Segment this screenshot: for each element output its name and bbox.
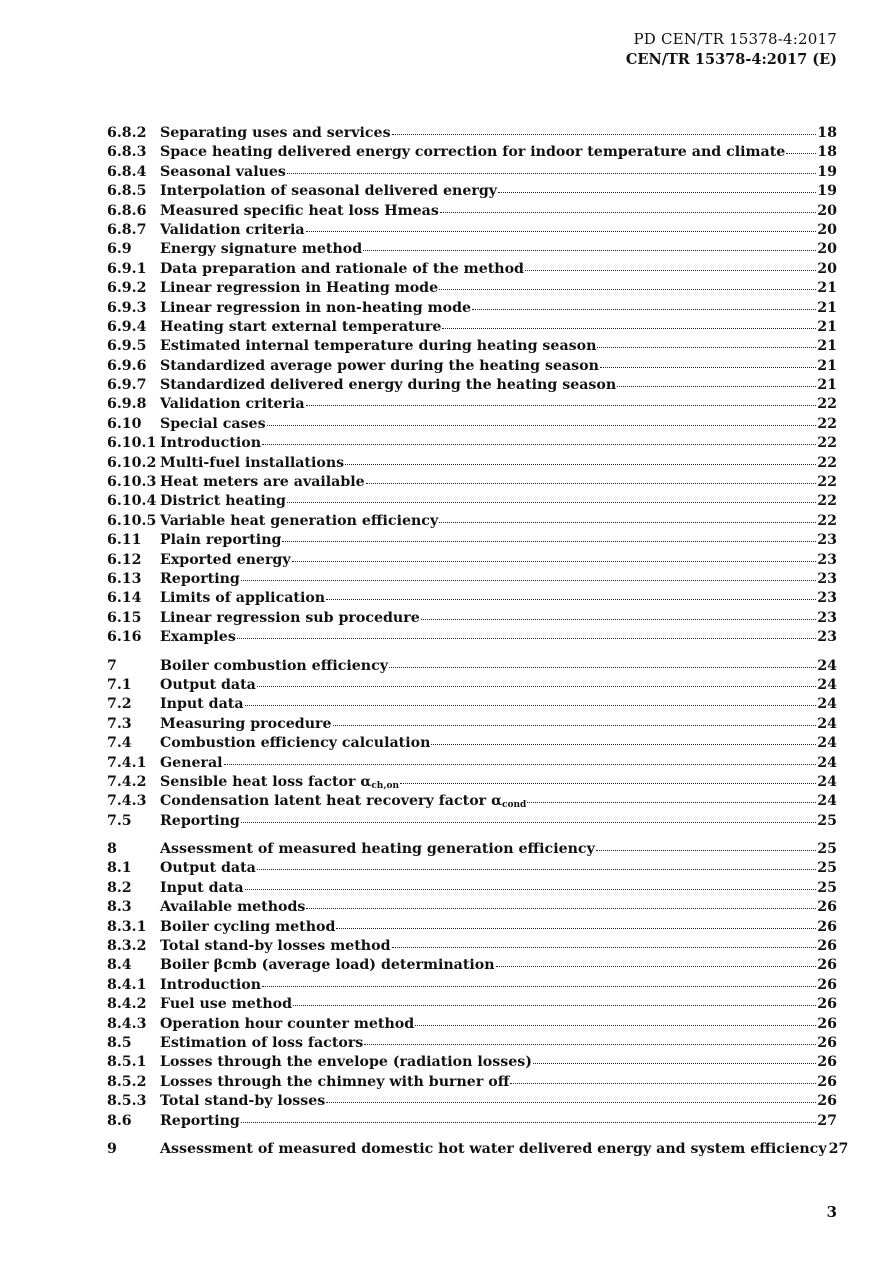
toc-dot-leader (241, 1121, 816, 1123)
toc-dot-leader (440, 211, 816, 213)
toc-dot-leader (400, 782, 816, 784)
toc-dot-leader (510, 1082, 816, 1084)
toc-entry-number: 6.10.3 (107, 474, 157, 491)
toc-entry[interactable] (107, 628, 837, 647)
toc-dot-leader (345, 463, 816, 465)
toc-entry-title: Examples (160, 629, 236, 646)
toc-entry-page: 26 (817, 996, 837, 1013)
page-number: 3 (826, 1203, 837, 1221)
toc-entry-page: 22 (817, 454, 837, 471)
toc-entry[interactable] (107, 531, 837, 550)
toc-entry-title: Exported energy (160, 551, 291, 568)
toc-entry[interactable] (107, 1053, 837, 1072)
toc-entry-page: 26 (817, 1015, 837, 1032)
toc-entry-page: 27 (828, 1140, 849, 1157)
toc-entry-page: 26 (817, 1073, 837, 1090)
toc-entry-title: Standardized average power during the heating season (160, 357, 599, 374)
toc-entry-number: 6.8.4 (107, 163, 147, 180)
toc-entry-title: Energy signature method (160, 241, 363, 258)
toc-entry-title: Total stand-by losses (160, 1093, 326, 1110)
toc-entry-number: 7 (107, 657, 117, 674)
toc-entry-number: 7.1 (107, 676, 132, 693)
toc-dot-leader (293, 1004, 816, 1006)
toc-dot-leader (245, 888, 817, 890)
toc-entry[interactable] (107, 898, 837, 917)
toc-dot-leader (392, 133, 817, 135)
toc-entry[interactable] (107, 715, 837, 734)
toc-entry[interactable] (107, 976, 837, 995)
toc-entry[interactable] (107, 695, 837, 714)
toc-entry-title: Validation criteria (160, 396, 305, 413)
toc-entry[interactable] (107, 551, 837, 570)
toc-entry-page: 20 (817, 260, 837, 277)
toc-entry-page: 22 (817, 396, 837, 413)
toc-entry-page: 22 (817, 512, 837, 529)
toc-entry-number: 7.4.1 (107, 754, 147, 771)
toc-entry-page: 21 (817, 318, 837, 335)
toc-entry-page: 27 (817, 1112, 837, 1129)
toc-dot-leader (527, 801, 816, 803)
toc-entry-page: 23 (817, 629, 837, 646)
toc-dot-leader (326, 1101, 816, 1103)
toc-entry-page: 26 (817, 976, 837, 993)
toc-dot-leader (262, 443, 816, 445)
toc-dot-leader (241, 821, 816, 823)
toc-entry[interactable] (107, 609, 837, 628)
toc-entry-title: Boiler βcmb (average load) determination (160, 957, 495, 974)
toc-entry-title: District heating (160, 493, 286, 510)
toc-entry-title: Measured specific heat loss Hmeas (160, 202, 439, 219)
toc-entry-number: 8.4.3 (107, 1015, 147, 1032)
toc-entry-number: 8.4.2 (107, 996, 147, 1013)
toc-entry-number: 6.10.2 (107, 454, 157, 471)
toc-entry[interactable] (107, 773, 837, 792)
toc-dot-leader (389, 666, 816, 668)
toc-entry-title: Standardized delivered energy during the heating season (160, 377, 617, 394)
toc-entry-title: General (160, 754, 223, 771)
toc-entry-title: Linear regression in non-heating mode (160, 299, 472, 316)
toc-entry-number: 6.14 (107, 590, 142, 607)
toc-entry[interactable] (107, 454, 837, 473)
toc-entry-title: Reporting (160, 1112, 240, 1129)
toc-entry-number: 6.9.6 (107, 357, 147, 374)
toc-entry-page: 22 (817, 474, 837, 491)
toc-entry[interactable] (107, 570, 837, 589)
toc-entry[interactable] (107, 473, 837, 492)
toc-dot-leader (596, 849, 816, 851)
toc-entry[interactable] (107, 337, 837, 356)
toc-entry[interactable] (107, 879, 837, 898)
toc-entry[interactable] (107, 415, 837, 434)
toc-entry-number: 8.5 (107, 1034, 132, 1051)
toc-entry-number: 6.9.7 (107, 377, 147, 394)
toc-dot-leader (292, 560, 817, 562)
toc-entry-page: 24 (817, 696, 837, 713)
toc-entry-page: 19 (817, 163, 837, 180)
toc-entry-page: 21 (817, 357, 837, 374)
toc-entry-title: Space heating delivered energy correction for indoor temperature and climate (160, 144, 786, 161)
toc-entry-page: 26 (817, 1054, 837, 1071)
toc-dot-leader (306, 404, 817, 406)
toc-entry[interactable] (107, 937, 837, 956)
toc-entry[interactable] (107, 995, 837, 1014)
toc-entry[interactable] (107, 492, 837, 511)
toc-entry-number: 8.4.1 (107, 976, 147, 993)
toc-entry-number: 6.9 (107, 241, 132, 258)
toc-entry[interactable] (107, 676, 837, 695)
toc-dot-leader (237, 637, 816, 639)
toc-entry-title: Input data (160, 879, 244, 896)
toc-entry-number: 6.10.1 (107, 435, 157, 452)
toc-entry-number: 6.9.4 (107, 318, 147, 335)
toc-entry[interactable] (107, 240, 837, 259)
toc-entry-number: 6.11 (107, 532, 142, 549)
toc-entry-number: 8.6 (107, 1112, 132, 1129)
toc-dot-leader (600, 366, 816, 368)
toc-entry-page: 25 (817, 841, 837, 858)
toc-entry-title: Data preparation and rationale of the method (160, 260, 524, 277)
toc-entry-number: 7.4.3 (107, 793, 147, 810)
toc-dot-leader (442, 327, 816, 329)
toc-dot-leader (363, 249, 816, 251)
toc-entry-title: Combustion efficiency calculation (160, 735, 431, 752)
toc-entry-title: Estimated internal temperature during heating season (160, 338, 597, 355)
toc-entry-page: 24 (817, 715, 837, 732)
toc-entry-title: Linear regression in Heating mode (160, 280, 439, 297)
toc-entry-title: Operation hour counter method (160, 1015, 415, 1032)
toc-entry[interactable] (107, 318, 837, 337)
toc-entry-title: Seasonal values (160, 163, 286, 180)
toc-entry-number: 7.2 (107, 696, 132, 713)
toc-dot-leader (245, 704, 817, 706)
toc-entry[interactable] (107, 260, 837, 279)
toc-entry-number: 9 (107, 1140, 117, 1157)
toc-dot-leader (525, 269, 816, 271)
toc-entry[interactable] (107, 395, 837, 414)
toc-dot-leader (287, 501, 816, 503)
toc-dot-leader (617, 385, 816, 387)
toc-entry-number: 8.1 (107, 860, 132, 877)
toc-entry-page: 26 (817, 957, 837, 974)
toc-entry[interactable] (107, 1034, 837, 1053)
toc-dot-leader (597, 346, 816, 348)
toc-dot-leader (366, 482, 817, 484)
toc-entry[interactable] (107, 734, 837, 753)
toc-dot-leader (333, 724, 817, 726)
toc-dot-leader (287, 172, 816, 174)
toc-entry-number: 6.8.2 (107, 125, 147, 141)
toc-entry-title: Heating start external temperature (160, 318, 442, 335)
toc-dot-leader (421, 618, 817, 620)
toc-dot-leader (224, 763, 817, 765)
toc-entry-page: 21 (817, 338, 837, 355)
document-id-header: PD CEN/TR 15378-4:2017 (633, 30, 837, 48)
toc-entry-page: 18 (817, 125, 837, 141)
toc-entry-title: Multi-fuel installations (160, 454, 345, 471)
toc-entry-title: Output data (160, 676, 256, 693)
toc-entry[interactable] (107, 754, 837, 773)
toc-entry[interactable] (107, 512, 837, 531)
toc-entry[interactable] (107, 956, 837, 975)
toc-entry[interactable] (107, 1015, 837, 1034)
toc-dot-leader (267, 424, 817, 426)
toc-entry-number: 8.4 (107, 957, 132, 974)
table-of-contents (107, 124, 849, 1159)
toc-entry-page: 21 (817, 299, 837, 316)
toc-entry-number: 7.4.2 (107, 773, 147, 790)
toc-entry[interactable] (107, 124, 837, 143)
toc-entry-number: 6.9.1 (107, 260, 147, 277)
toc-entry-number: 6.15 (107, 609, 142, 626)
toc-entry-title: Variable heat generation efficiency (160, 512, 439, 529)
toc-dot-leader (257, 868, 816, 870)
toc-entry-page: 26 (817, 899, 837, 916)
toc-entry-page: 26 (817, 918, 837, 935)
toc-dot-leader (241, 579, 816, 581)
toc-entry-number: 6.12 (107, 551, 142, 568)
toc-entry-title: Assessment of measured heating generation efficiency (160, 841, 595, 858)
toc-dot-leader (306, 907, 816, 909)
toc-entry-number: 8.5.3 (107, 1093, 147, 1110)
toc-entry-number: 8.3.1 (107, 918, 147, 935)
toc-entry-page: 24 (817, 754, 837, 771)
toc-entry-title: Losses through the chimney with burner off (160, 1073, 510, 1090)
toc-entry[interactable] (107, 1112, 837, 1131)
toc-entry-page: 26 (817, 1093, 837, 1110)
toc-entry-page: 23 (817, 532, 837, 549)
toc-entry-page: 25 (817, 812, 837, 829)
toc-entry[interactable] (107, 859, 837, 878)
toc-entry-page: 18 (817, 144, 837, 161)
toc-entry-page: 25 (817, 860, 837, 877)
toc-entry-number: 8.5.1 (107, 1054, 147, 1071)
toc-entry-title: Validation criteria (160, 221, 305, 238)
toc-entry-title: Assessment of measured domestic hot water delivered energy and system efficiency (160, 1140, 827, 1157)
toc-entry-page: 23 (817, 609, 837, 626)
toc-entry-number: 6.10 (107, 415, 142, 432)
toc-entry[interactable] (107, 657, 837, 676)
toc-entry-page: 22 (817, 415, 837, 432)
toc-entry-page: 21 (817, 280, 837, 297)
toc-entry-page: 21 (817, 377, 837, 394)
toc-entry-number: 6.9.2 (107, 280, 147, 297)
toc-entry-title: Total stand-by losses method (160, 938, 391, 955)
toc-entry-number: 6.8.5 (107, 183, 147, 200)
toc-entry-number: 7.4 (107, 735, 132, 752)
toc-dot-leader (472, 308, 816, 310)
toc-entry[interactable] (107, 299, 837, 318)
toc-entry-title: Linear regression sub procedure (160, 609, 420, 626)
toc-entry-number: 6.9.3 (107, 299, 147, 316)
toc-entry-page: 24 (817, 657, 837, 674)
toc-dot-leader (415, 1024, 816, 1026)
toc-dot-leader (392, 946, 817, 948)
toc-entry[interactable] (107, 918, 837, 937)
toc-entry-number: 6.8.7 (107, 221, 147, 238)
toc-dot-leader (431, 743, 816, 745)
toc-entry[interactable] (107, 182, 837, 201)
toc-entry-page: 20 (817, 241, 837, 258)
toc-entry[interactable] (107, 840, 837, 859)
toc-entry[interactable] (107, 1092, 837, 1111)
toc-entry-title: Limits of application (160, 590, 326, 607)
toc-entry-title: Boiler combustion efficiency (160, 657, 388, 674)
toc-entry-page: 22 (817, 493, 837, 510)
toc-entry-number: 8.5.2 (107, 1073, 147, 1090)
toc-entry-page: 25 (817, 879, 837, 896)
toc-entry-page: 26 (817, 938, 837, 955)
toc-entry-title: Introduction (160, 976, 262, 993)
toc-dot-leader (306, 230, 817, 232)
toc-entry-title: Input data (160, 696, 244, 713)
toc-entry-title: Measuring procedure (160, 715, 332, 732)
toc-entry-number: 6.16 (107, 629, 142, 646)
toc-entry-number: 6.10.5 (107, 512, 157, 529)
toc-entry-page: 20 (817, 202, 837, 219)
toc-dot-leader (257, 685, 816, 687)
toc-entry-title: Separating uses and services (160, 125, 391, 141)
toc-entry-number: 6.9.8 (107, 396, 147, 413)
toc-dot-leader (786, 152, 816, 154)
toc-entry-title: Condensation latent heat recovery factor $\alpha_{cond}$ (160, 793, 527, 811)
toc-entry-title: Introduction (160, 435, 262, 452)
toc-entry-number: 8.2 (107, 879, 132, 896)
toc-entry-number: 7.5 (107, 812, 132, 829)
toc-entry-title: Estimation of loss factors (160, 1034, 364, 1051)
toc-entry-page: 24 (817, 676, 837, 693)
toc-dot-leader (496, 965, 817, 967)
toc-entry[interactable] (107, 589, 837, 608)
toc-entry-number: 7.3 (107, 715, 132, 732)
toc-entry[interactable] (107, 434, 837, 453)
toc-entry-number: 6.9.5 (107, 338, 147, 355)
toc-entry-number: 6.8.3 (107, 144, 147, 161)
toc-entry-title: Boiler cycling method (160, 918, 336, 935)
toc-dot-leader (336, 927, 816, 929)
toc-entry-title: Losses through the envelope (radiation losses) (160, 1054, 532, 1071)
toc-dot-leader (326, 598, 816, 600)
toc-entry[interactable] (107, 221, 837, 240)
toc-entry-number: 8.3 (107, 899, 132, 916)
toc-entry[interactable] (107, 143, 837, 162)
toc-dot-leader (262, 985, 816, 987)
toc-entry-page: 22 (817, 435, 837, 452)
toc-entry-page: 20 (817, 221, 837, 238)
toc-entry-title: Interpolation of seasonal delivered energy (160, 183, 497, 200)
toc-entry-number: 8.3.2 (107, 938, 147, 955)
toc-entry-page: 23 (817, 551, 837, 568)
toc-entry-title: Output data (160, 860, 256, 877)
toc-entry[interactable] (107, 1073, 837, 1092)
toc-entry-page: 23 (817, 590, 837, 607)
document-id-header-english: CEN/TR 15378-4:2017 (E) (625, 51, 837, 68)
toc-entry[interactable] (107, 376, 837, 395)
toc-entry-page: 24 (817, 735, 837, 752)
toc-entry-number: 6.8.6 (107, 202, 147, 219)
toc-entry[interactable] (107, 202, 837, 221)
toc-entry[interactable] (107, 792, 837, 811)
toc-entry-title: Reporting (160, 812, 240, 829)
toc-entry-page: 23 (817, 570, 837, 587)
toc-dot-leader (439, 521, 816, 523)
toc-entry-page: 24 (817, 793, 837, 810)
toc-entry[interactable] (107, 1140, 849, 1159)
toc-entry[interactable] (107, 357, 837, 376)
toc-entry-page: 19 (817, 183, 837, 200)
toc-entry-title: Special cases (160, 415, 266, 432)
toc-entry-page: 26 (817, 1034, 837, 1051)
toc-entry[interactable] (107, 163, 837, 182)
toc-dot-leader (498, 191, 816, 193)
toc-entry-title: Sensible heat loss factor $\alpha_{ch,on}$ (160, 773, 400, 791)
toc-entry-number: 6.13 (107, 570, 142, 587)
toc-entry-title: Heat meters are available (160, 474, 365, 491)
toc-dot-leader (533, 1062, 816, 1064)
toc-entry-number: 6.10.4 (107, 493, 157, 510)
toc-entry-page: 24 (817, 773, 837, 790)
toc-dot-leader (282, 540, 816, 542)
toc-dot-leader (364, 1043, 816, 1045)
toc-entry-number: 8 (107, 841, 117, 858)
toc-dot-leader (439, 288, 816, 290)
toc-entry-title: Available methods (160, 899, 306, 916)
toc-entry-title: Plain reporting (160, 532, 282, 549)
toc-entry[interactable] (107, 279, 837, 298)
toc-entry-title: Fuel use method (160, 996, 293, 1013)
toc-entry-title: Reporting (160, 570, 240, 587)
